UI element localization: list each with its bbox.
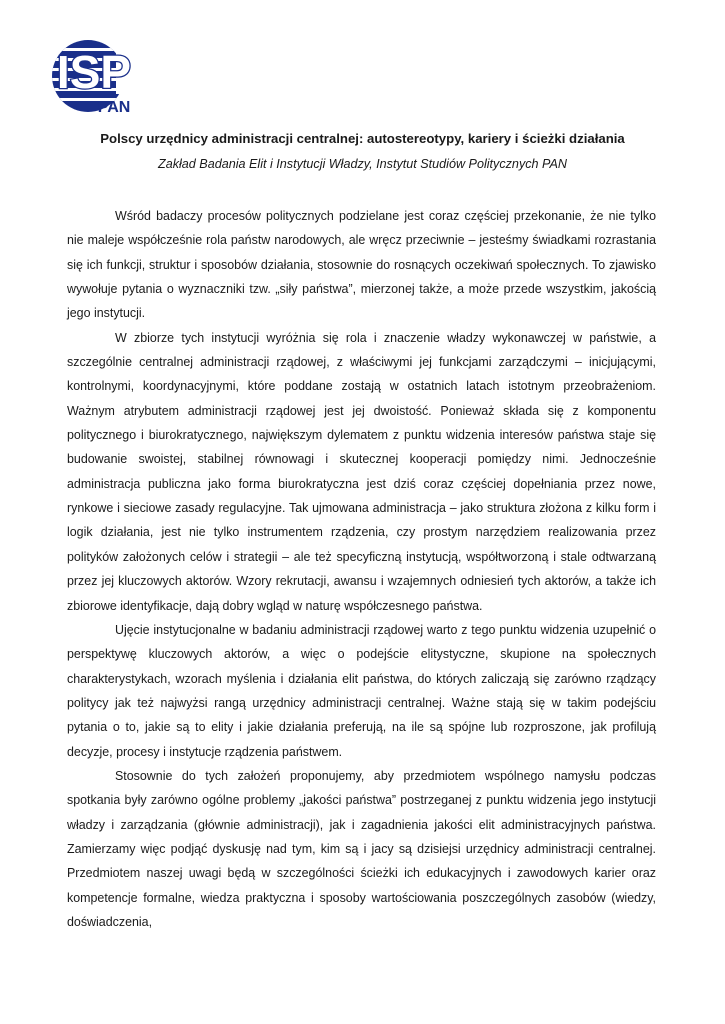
logo-letters: ISP: [56, 46, 132, 98]
document-body: [67, 204, 656, 934]
document-subtitle: Zakład Badania Elit i Instytucji Władzy, Instytut Studiów Politycznych PAN: [158, 157, 567, 171]
paragraph: Wśród badaczy procesów politycznych podzielane jest coraz częściej przekonanie, że nie tylko nie maleje współcześnie rola państw narodowych, ale wręcz przeciwnie – jesteśmy świadkami rozrastania się ich funkcji, struktur i sposobów działania, stosownie do rosnących oczekiwań społecznych. To zjawisko wywołuje pytania o wyznaczniki tzw. „siły państwa”, mierzonej także, a może przede wszystkim, jakością jego instytucji.: [67, 209, 656, 321]
paragraph: Ujęcie instytucjonalne w badaniu administracji rządowej warto z tego punktu widzenia uzupełnić o perspektywę kluczowych aktorów, a więc o podejście elitystyczne, skupione na społecznych charakterystykach, wzorach myślenia i działania elit państwa, do których zaliczają się zarówno rządzący politycy jak też najwyżsi rangą urzędnicy administracji centralnej. Ważne stają się w takim podejściu pytania o to, jakie są to elity i jakie działania preferują, na ile są spójne lub rozproszone, jak profilują decyzje, procesy i instytucje rządzenia państwem.: [67, 622, 656, 759]
logo-sub: PAN: [97, 99, 131, 114]
document-title: Polscy urzędnicy administracji centralnej: autostereotypy, kariery i ścieżki działania: [100, 131, 625, 146]
paragraph: W zbiorze tych instytucji wyróżnia się rola i znaczenie władzy wykonawczej w państwie, a szczególnie centralnej administracji rządowej, z właściwymi jej funkcjami zarządczymi – inicjującymi, kontrolnymi, koordynacyjnymi, które poddane zostają w ostatnich latach istotnym przeobrażeniom. Ważnym atrybutem administracji rządowej jest jej dwoistość. Ponieważ składa się z komponentu politycznego i biurokratycznego, największym dylematem z punktu widzenia interesów państwa staje się budowanie swoistej, stabilnej równowagi i skutecznej kooperacji pomiędzy nimi. Jednocześnie administracja publiczna jako forma biurokratyczna jest dziś coraz częściej dopełniania przez nowe, rynkowe i sieciowe zasady regulacyjne. Tak ujmowana administracja – jako struktura złożona z kilku form i logik działania, jest nie tylko instrumentem rządzenia, czy prostym narzędziem realizowania przez polityków założonych celów i strategii – ale też specyficzną instytucją, współtworzoną i stale odtwarzaną przez jej kluczowych aktorów. Wzory rekrutacji, awansu i wzajemnych odniesień tych aktorów, a także ich zbiorowe identyfikacje, dają dobry wgląd w naturę współczesnego państwa.: [67, 330, 656, 613]
isp-pan-logo: [50, 38, 145, 114]
paragraph: Stosownie do tych założeń proponujemy, aby przedmiotem wspólnego namysłu podczas spotkania były zarówno ogólne problemy „jakości państwa” postrzeganej z punktu widzenia jego instytucji władzy i zarządzania (głównie administracji), jak i zagadnienia jakości elit administracyjnych państwa. Zamierzamy więc podjąć dyskusję nad tym, kim są i jacy są dzisiejsi urzędnicy administracji centralnej. Przedmiotem naszej uwagi będą w szczególności ścieżki ich edukacyjnych i zawodowych karier oraz kompetencje formalne, wiedza praktyczna i sposoby wartościowania poszczególnych zasobów (wiedzy, doświadczenia,: [67, 768, 656, 929]
